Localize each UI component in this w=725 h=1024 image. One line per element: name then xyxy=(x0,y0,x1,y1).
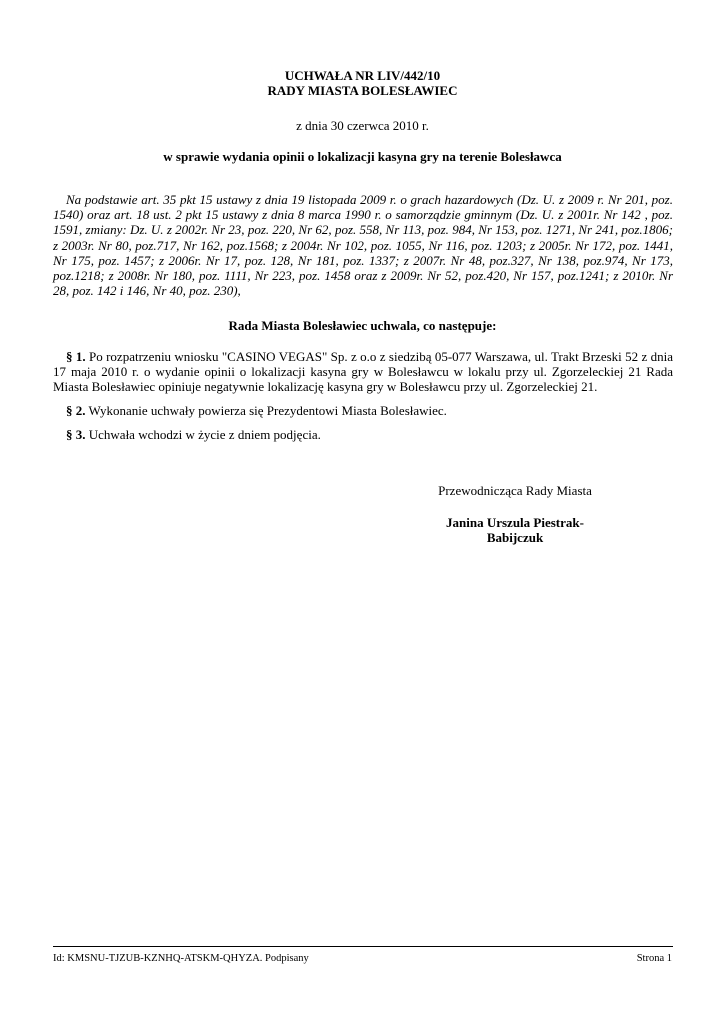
council-name: RADY MIASTA BOLESŁAWIEC xyxy=(267,83,458,98)
paragraph-2 xyxy=(53,403,673,418)
paragraph-text: Uchwała wchodzi w życie z dniem podjęcia. xyxy=(88,427,321,442)
paragraph-3 xyxy=(53,427,673,442)
footer-divider xyxy=(53,946,673,947)
resolution-subject: w sprawie wydania opinii o lokalizacji kasyna gry na terenie Bolesławca xyxy=(163,149,562,164)
legal-basis: Na podstawie art. 35 pkt 15 ustawy z dnia 19 listopada 2009 r. o grach hazardowych (Dz. U. z 2009 r. Nr 201, poz. 1540) oraz art. 18 ust. 2 pkt 15 ustawy z dnia 8 marca 1990 r. o samorządzie gminnym (Dz. U. z 2001r. Nr 142 , poz. 1591, zmiany: Dz. U. z 2002r. Nr 23, poz. 220, Nr 62, poz. 558, Nr 113, poz. 984, Nr 153, poz. 1271, Nr 241, poz.1806; z 2003r. Nr 80, poz.717, Nr 162, poz.1568; z 2004r. Nr 102, poz. 1055, Nr 116, poz. 1203; z 2005r. Nr 172, poz. 1441, Nr 175, poz. 1457; z 2006r. Nr 17, poz. 128, Nr 181, poz. 1337; z 2007r. Nr 48, poz.327, Nr 138, poz.974, Nr 173, poz.1218; z 2008r. Nr 180, poz. 1111, Nr 223, poz. 1458 oraz z 2009r. Nr 52, poz.420, Nr 157, poz.1241; z 2010r. Nr 28, poz. 142 i 146, Nr 40, poz. 230), xyxy=(53,192,673,299)
resolution-number: UCHWAŁA NR LIV/442/10 xyxy=(284,68,441,83)
signatory-name-line-2: Babijczuk xyxy=(486,530,544,545)
paragraph-text: Wykonanie uchwały powierza się Prezydentowi Miasta Bolesławiec. xyxy=(88,403,447,418)
signatory-role: Przewodnicząca Rady Miasta xyxy=(438,483,592,498)
paragraph-text: Po rozpatrzeniu wniosku "CASINO VEGAS" Sp. z o.o z siedzibą 05-077 Warszawa, ul. Trakt Brzeski 52 z dnia 17 maja 2010 r. o wydanie opinii o lokalizacji kasyna gry w Bolesławcu w lokalu przy ul. Zgorzeleckiej 21 Rada Miasta Bolesławiec opiniuje negatywnie lokalizację kasyna gry w Bolesławcu przy ul. Zgorzeleckiej 21. xyxy=(53,349,674,395)
resolution-title xyxy=(0,68,725,98)
paragraph-1 xyxy=(53,349,673,395)
document-id: Id: KMSNU-TJZUB-KZNHQ-ATSKM-QHYZA. Podpisany xyxy=(53,953,309,964)
paragraph-number: § 3. xyxy=(66,427,86,442)
resolves-heading: Rada Miasta Bolesławiec uchwala, co następuje: xyxy=(228,318,497,333)
resolution-date: z dnia 30 czerwca 2010 r. xyxy=(296,118,429,133)
signatory-name-line-1: Janina Urszula Piestrak- xyxy=(446,515,584,530)
paragraph-number: § 1. xyxy=(66,349,86,364)
page-number: Strona 1 xyxy=(636,953,672,964)
signatory-name xyxy=(410,515,620,545)
paragraph-number: § 2. xyxy=(66,403,86,418)
